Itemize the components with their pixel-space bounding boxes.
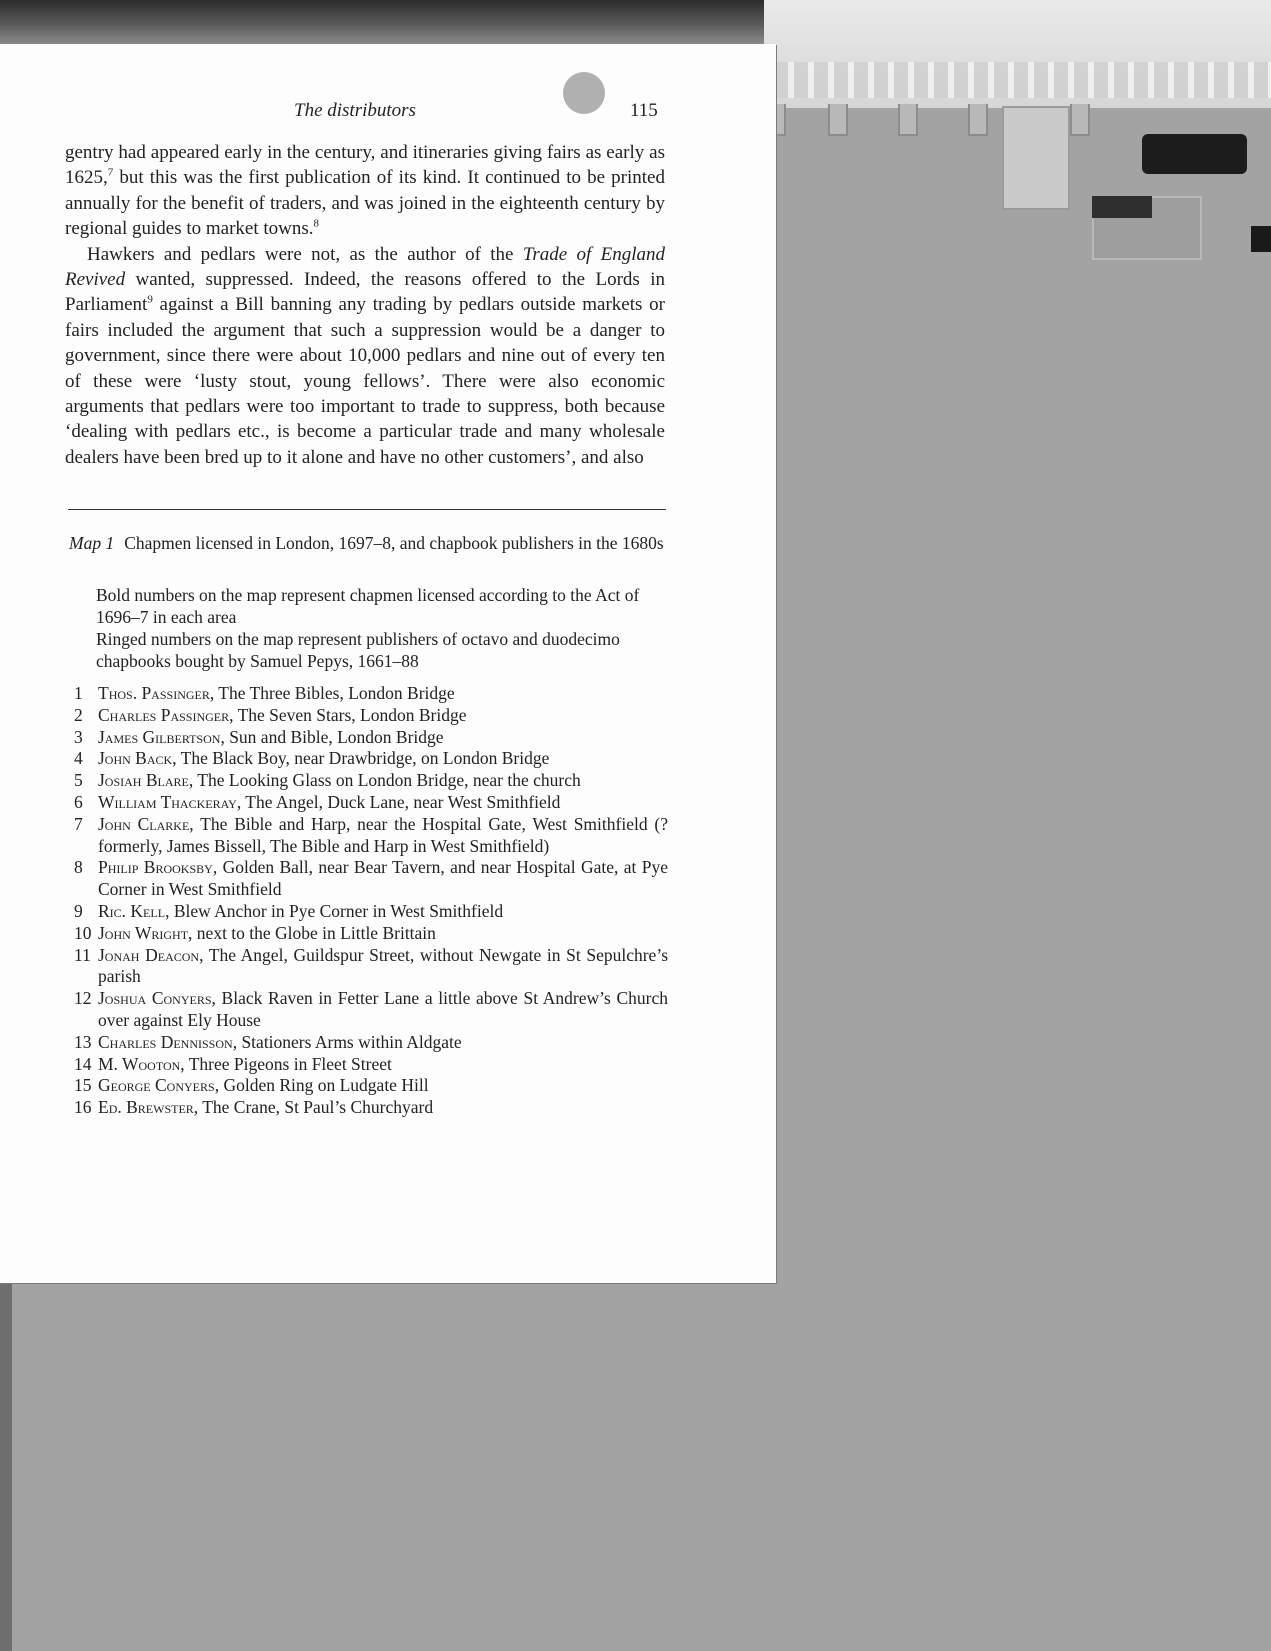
entry-number: 1: [74, 683, 83, 703]
list-item: [74, 727, 668, 749]
divider-rule: [68, 509, 666, 510]
entry-number: 16: [74, 1097, 92, 1118]
entry-text: [98, 727, 668, 749]
entry-text: [98, 1054, 668, 1076]
list-item: [74, 923, 668, 945]
punch-hole: [563, 72, 605, 114]
paragraph-text: against a Bill banning any trading by pedlars outside markets or fairs included the argument that such a suppression would be a danger to government, since there were about 10,000 pedlars and nine out of every ten of these were ‘lusty stout, young fellows’. There were also economic arguments that pedlars were too important to trade to suppress, both because ‘dealing with pedlars etc., is become a particular trade and many wholesale dealers have been bred up to it alone and have no other customers’, and also: [65, 294, 665, 468]
entry-number: 5: [74, 770, 83, 791]
map-caption: [69, 532, 667, 554]
map-notes: [96, 584, 667, 672]
publisher-address: , The Seven Stars, London Bridge: [229, 704, 467, 725]
entry-number: 9: [74, 900, 83, 921]
entry-number: 6: [74, 791, 83, 812]
publisher-name: John Wright: [98, 922, 189, 943]
publisher-address: , The Crane, St Paul’s Churchyard: [193, 1097, 434, 1118]
entry-number: 3: [74, 726, 83, 747]
publisher-address: , Stationers Arms within Aldgate: [232, 1031, 462, 1052]
publisher-name: Thos. Passinger: [98, 683, 210, 703]
list-item: [74, 1075, 668, 1097]
entry-text: [98, 1032, 668, 1054]
publisher-name: Jonah Deacon: [98, 944, 200, 965]
map-label: Map 1: [69, 533, 115, 553]
publisher-address: , next to the Globe in Little Brittain: [188, 922, 436, 943]
map-note: Bold numbers on the map represent chapmen licensed according to the Act of 1696–7 in each area: [96, 585, 640, 627]
publisher-name: Josiah Blare: [98, 770, 189, 791]
publisher-address: , Sun and Bible, London Bridge: [220, 726, 444, 747]
publisher-address: , The Angel, Guildspur Street, without Newgate in St Sepulchre’s parish: [98, 944, 668, 987]
list-item: [74, 748, 668, 770]
entry-text: [98, 945, 668, 989]
scanner-top-band: [0, 0, 764, 44]
entry-text: [98, 705, 668, 727]
publisher-address: , Blew Anchor in Pye Corner in West Smithfield: [165, 900, 504, 921]
publisher-address: , Three Pigeons in Fleet Street: [180, 1053, 392, 1074]
scanner-lid-vents: [774, 62, 1271, 98]
list-item: [74, 1054, 668, 1076]
publisher-name: Charles Passinger: [98, 704, 230, 725]
entry-text: [98, 1097, 668, 1119]
scanner-clip: [1251, 226, 1271, 252]
publisher-address: , The Looking Glass on London Bridge, near the church: [188, 770, 581, 791]
scanner-lid-tab: [828, 104, 848, 136]
entry-text: [98, 857, 668, 901]
entry-number: 10: [74, 922, 92, 943]
paragraph-text: but this was the first publication of its kind. It continued to be printed annually for the benefit of traders, and was joined in the eighteenth century by regional guides to market towns.: [65, 167, 665, 240]
footnote-ref: 8: [313, 217, 320, 230]
map-caption-text: Chapmen licensed in London, 1697–8, and chapbook publishers in the 1680s: [124, 533, 664, 553]
publisher-address: , The Three Bibles, London Bridge: [209, 683, 455, 703]
entry-number: 11: [74, 944, 91, 965]
entry-number: 14: [74, 1053, 92, 1074]
list-item: [74, 705, 668, 727]
paragraph-text: Hawkers and pedlars were not, as the author of the: [87, 243, 523, 265]
list-item: [74, 945, 668, 989]
list-item: [74, 814, 668, 858]
scanner-roller: [1142, 134, 1247, 174]
entry-text: [98, 1075, 668, 1097]
body-text: [65, 140, 665, 470]
publisher-address: , The Black Boy, near Drawbridge, on London Bridge: [172, 748, 550, 769]
footnote-ref: 9: [147, 294, 153, 307]
scanner-lid-tab: [968, 104, 988, 136]
publisher-address: , The Bible and Harp, near the Hospital Gate, West Smithfield (?formerly, James Bissell, The Bible and Harp in West Smithfield): [98, 813, 668, 856]
map-note: Ringed numbers on the map represent publishers of octavo and duodecimo chapbooks bought by Samuel Pepys, 1661–88: [96, 629, 620, 671]
list-item: [74, 857, 668, 901]
publisher-name: Philip Brooksby: [98, 857, 213, 878]
entry-number: 13: [74, 1031, 92, 1052]
entry-number: 12: [74, 988, 92, 1009]
list-item: [74, 1097, 668, 1119]
publisher-name: M. Wooton: [98, 1053, 181, 1074]
entry-number: 4: [74, 748, 83, 769]
entry-text: [98, 748, 668, 770]
entry-text: [98, 901, 668, 923]
list-item: [74, 1032, 668, 1054]
footnote-ref: 7: [107, 167, 114, 180]
entry-number: 8: [74, 857, 83, 878]
paragraph-text: gentry had appeared early in the century, and itineraries giving fairs as early as 1625,: [65, 142, 665, 189]
scanned-page: [0, 44, 776, 1283]
list-item: [74, 792, 668, 814]
running-head: The distributors: [294, 100, 416, 121]
entry-number: 7: [74, 813, 83, 834]
paragraph-1: [65, 140, 665, 242]
entry-number: 15: [74, 1075, 92, 1096]
publisher-address: , Black Raven in Fetter Lane a little above St Andrew’s Church over against Ely House: [98, 988, 668, 1030]
entry-text: [98, 770, 668, 792]
scanner-lid-tab: [1070, 104, 1090, 136]
publisher-name: Ed. Brewster: [98, 1097, 194, 1118]
page-number: 115: [630, 100, 658, 121]
list-item: [74, 988, 668, 1032]
publisher-name: Ric. Kell: [98, 900, 166, 921]
entry-number: 2: [74, 704, 83, 725]
publisher-list: [74, 683, 668, 1119]
book-title: Trade of England Revived: [65, 243, 666, 291]
publisher-name: William Thackeray: [98, 791, 237, 812]
entry-text: [98, 923, 668, 945]
publisher-name: John Back: [98, 748, 173, 769]
scanner-hinge-block: [1002, 106, 1070, 210]
publisher-address: , Golden Ball, near Bear Tavern, and near Hospital Gate, at Pye Corner in West Smithfield: [98, 857, 669, 900]
entry-text: [98, 683, 668, 705]
publisher-name: John Clarke: [98, 813, 190, 834]
publisher-name: Charles Dennisson: [98, 1031, 233, 1052]
list-item: [74, 901, 668, 923]
scanner-edge-shadow: [0, 1283, 12, 1651]
scanner-slot: [1092, 196, 1152, 218]
publisher-name: George Conyers: [98, 1075, 215, 1096]
publisher-name: Joshua Conyers: [98, 988, 212, 1009]
publisher-address: , Golden Ring on Ludgate Hill: [214, 1075, 429, 1096]
paragraph-2: [65, 242, 665, 471]
publisher-name: James Gilbertson: [98, 726, 221, 747]
entry-text: [98, 792, 668, 814]
entry-text: [98, 988, 668, 1032]
paragraph-text: wanted, suppressed. Indeed, the reasons offered to the Lords in Parliament: [65, 269, 665, 316]
list-item: [74, 770, 668, 792]
scanner-lid-tab: [898, 104, 918, 136]
publisher-address: , The Angel, Duck Lane, near West Smithfield: [236, 791, 561, 812]
list-item: [74, 683, 668, 705]
entry-text: [98, 814, 668, 858]
